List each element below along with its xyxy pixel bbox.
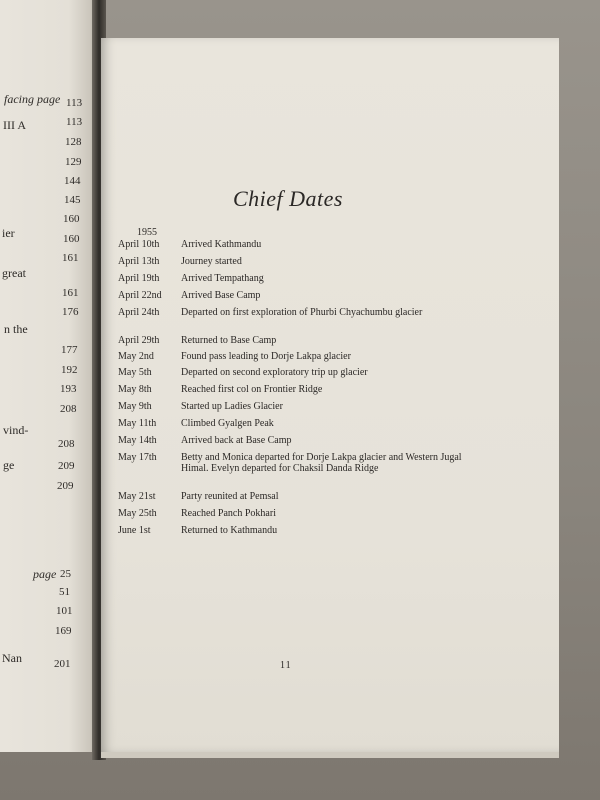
entry-date: May 8th xyxy=(118,384,152,395)
left-page-number: 129 xyxy=(65,156,82,168)
entry-date: April 19th xyxy=(118,273,160,284)
left-page-number: 113 xyxy=(66,97,83,109)
entry-date: May 5th xyxy=(118,367,152,378)
left-page-number: 160 xyxy=(63,213,80,225)
left-text-fragment: vind- xyxy=(3,423,29,437)
left-bottom-number: 101 xyxy=(56,605,73,617)
entry-date: June 1st xyxy=(118,525,151,536)
entry-event: Returned to Base Camp xyxy=(181,335,277,346)
left-page-number: 128 xyxy=(65,136,82,148)
left-text-fragment: Nan xyxy=(2,651,22,665)
entry-event: Arrived Base Camp xyxy=(181,290,261,301)
left-bottom-number: 201 xyxy=(54,658,71,670)
entry-date: April 10th xyxy=(118,239,160,250)
left-text-fragment: III A xyxy=(3,118,26,132)
left-page xyxy=(0,0,98,752)
left-page-number: 209 xyxy=(58,460,75,472)
entry-date: May 21st xyxy=(118,491,156,502)
left-page-number: 208 xyxy=(60,403,77,415)
entry-event: Started up Ladies Glacier xyxy=(181,401,283,412)
left-text-fragment: ier xyxy=(2,226,15,240)
entry-event: Departed on first exploration of Phurbi Chyachumbu glacier xyxy=(181,307,423,318)
left-page-number: 209 xyxy=(57,480,74,492)
entry-date: April 22nd xyxy=(118,290,162,301)
left-text-fragment: ge xyxy=(3,458,15,472)
page-title: Chief Dates xyxy=(233,186,343,211)
entry-date: April 29th xyxy=(118,335,160,346)
entry-date: May 25th xyxy=(118,508,157,519)
entry-event: Journey started xyxy=(181,256,242,267)
left-bottom-number: 25 xyxy=(60,568,71,580)
page-label: page xyxy=(33,567,57,581)
facing-page-label: facing page xyxy=(4,92,61,106)
entry-event: Arrived Tempathang xyxy=(181,273,264,284)
page-edge xyxy=(101,752,559,758)
entry-date: April 24th xyxy=(118,307,160,318)
left-page-number: 192 xyxy=(61,364,78,376)
left-page-number: 193 xyxy=(60,383,77,395)
entry-event: Reached Panch Pokhari xyxy=(181,508,276,519)
entry-event: Betty and Monica departed for Dorje Lakpa glacier and Western Jugal Himal. Evelyn departed for Chaksil Danda Ridge xyxy=(181,452,462,474)
left-page-number: 177 xyxy=(61,344,78,356)
left-page-number: 161 xyxy=(62,287,79,299)
entry-date: May 2nd xyxy=(118,351,154,362)
left-page-number: 144 xyxy=(64,175,81,187)
left-page-number: 113 xyxy=(66,116,83,128)
entry-event: Climbed Gyalgen Peak xyxy=(181,418,274,429)
left-text-fragment: n the xyxy=(4,322,28,336)
entry-event: Arrived back at Base Camp xyxy=(181,435,292,446)
left-page-number: 145 xyxy=(64,194,81,206)
page-number: 11 xyxy=(280,660,292,671)
entry-event: Party reunited at Pemsal xyxy=(181,491,279,502)
entry-date: May 14th xyxy=(118,435,157,446)
left-page-number: 160 xyxy=(63,233,80,245)
entry-event: Returned to Kathmandu xyxy=(181,525,278,536)
entry-event: Departed on second exploratory trip up glacier xyxy=(181,367,368,378)
year-heading: 1955 xyxy=(137,227,157,238)
left-bottom-number: 51 xyxy=(59,586,70,598)
left-page-number: 161 xyxy=(62,252,79,264)
entry-date: May 11th xyxy=(118,418,157,429)
left-text-fragment: great xyxy=(2,266,26,280)
entry-event: Arrived Kathmandu xyxy=(181,239,262,250)
left-page-number: 176 xyxy=(62,306,79,318)
entry-date: May 9th xyxy=(118,401,152,412)
entry-event: Reached first col on Frontier Ridge xyxy=(181,384,323,395)
left-page-number: 208 xyxy=(58,438,75,450)
right-page xyxy=(101,38,559,752)
entry-event: Found pass leading to Dorje Lakpa glacier xyxy=(181,351,351,362)
entry-date: May 17th xyxy=(118,452,157,463)
left-bottom-number: 169 xyxy=(55,625,72,637)
entry-date: April 13th xyxy=(118,256,160,267)
